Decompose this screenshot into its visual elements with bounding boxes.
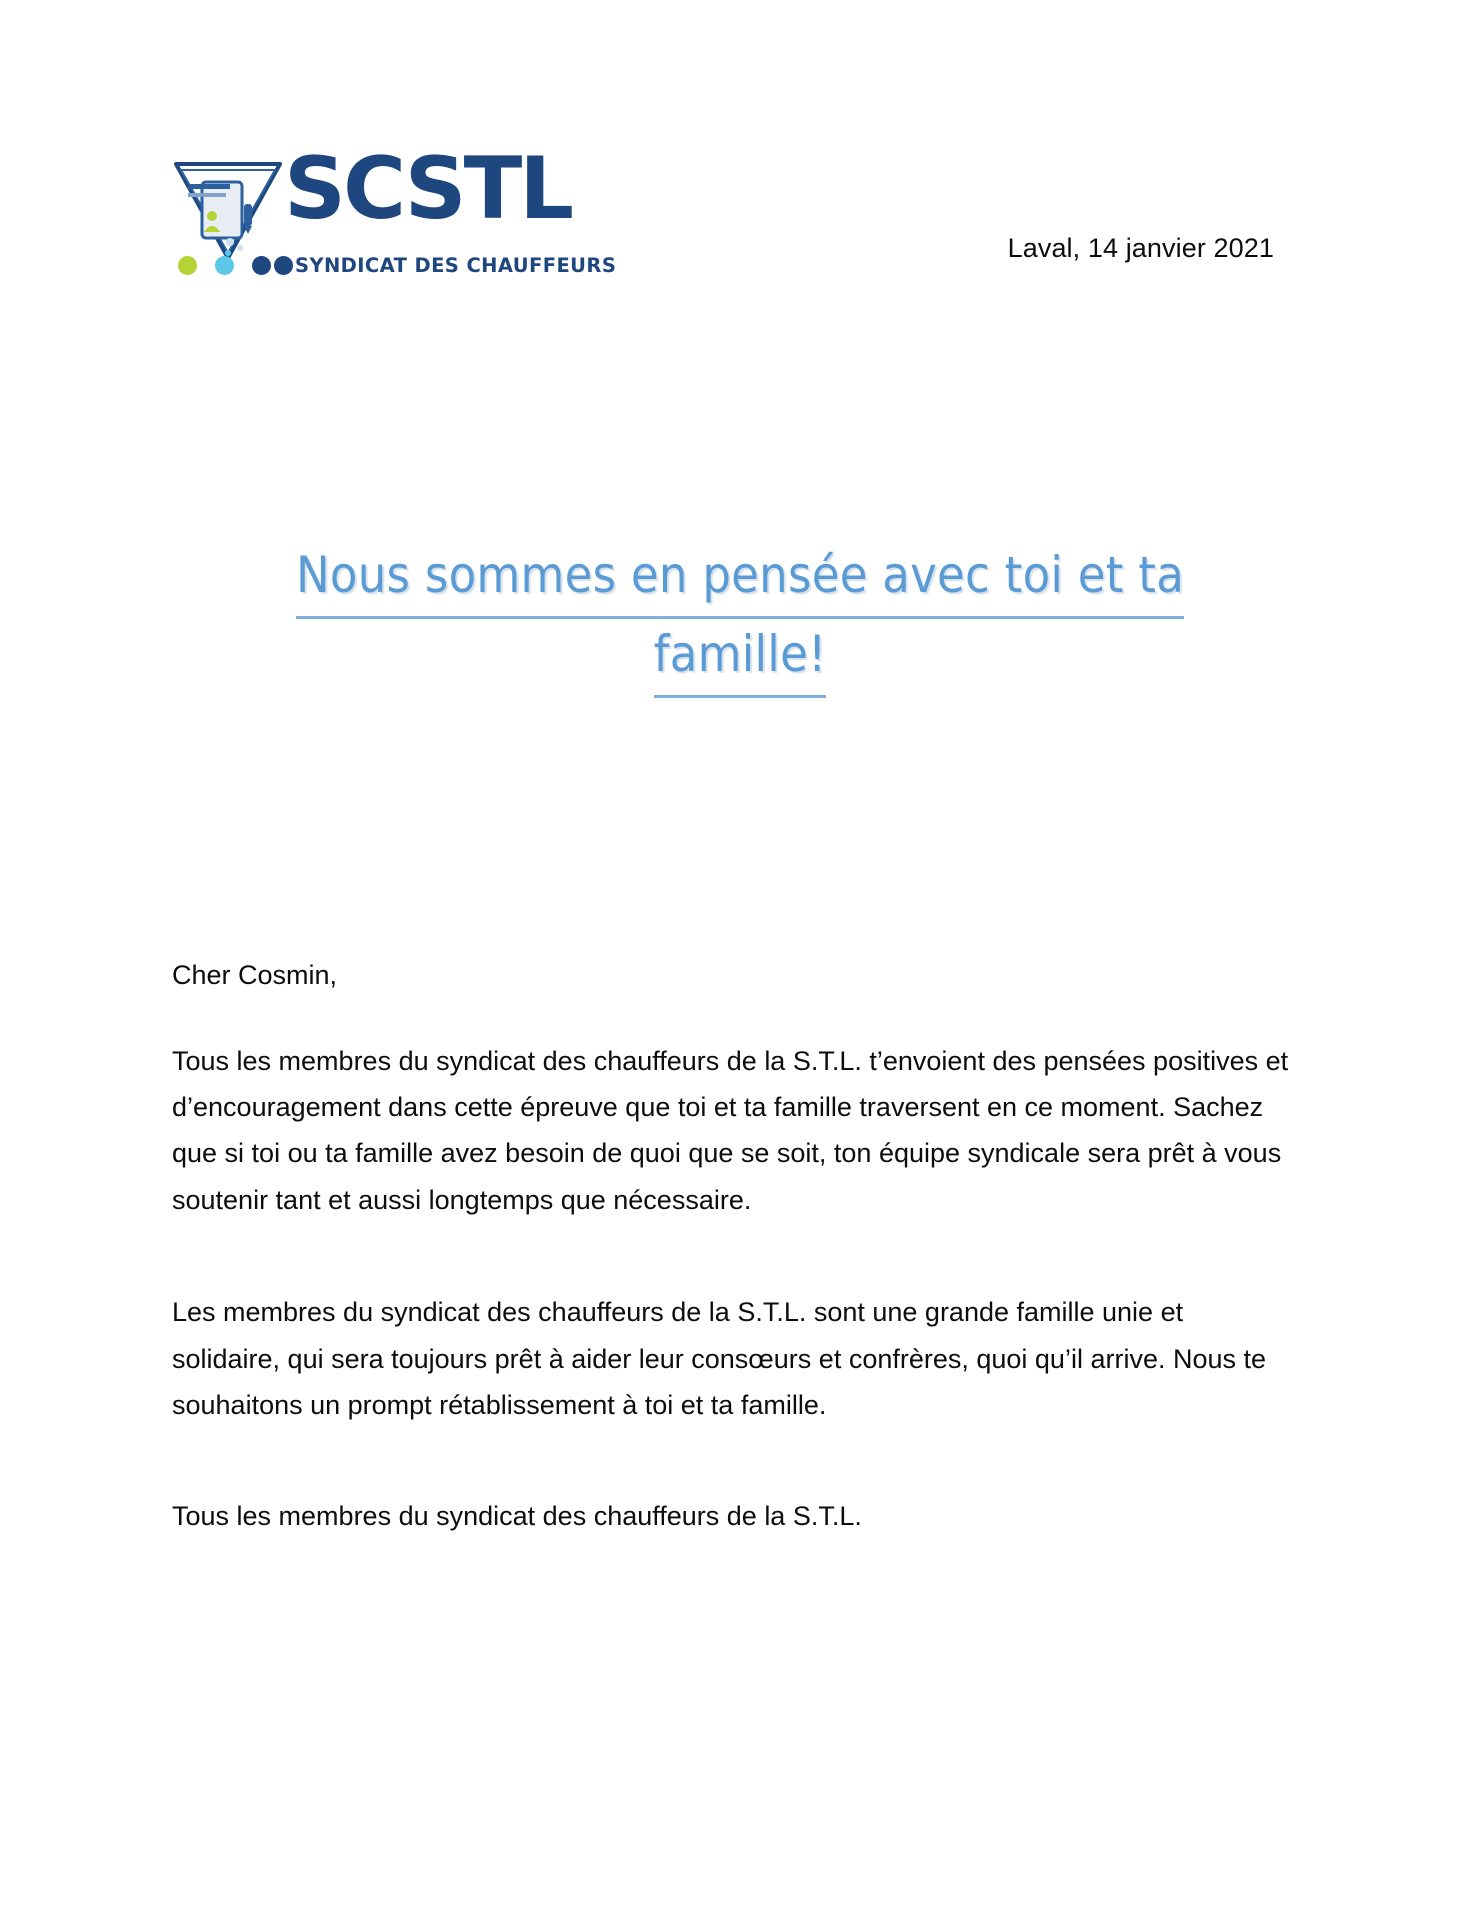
scstl-logo [168,139,617,300]
letter-paragraph-2: Les membres du syndicat des chauffeurs de la S.T.L. sont une grande famille unie et solidaire, qui sera toujours prêt à aider leur consœurs et confrères, quoi qu’il arrive. Nous te souhaitons un prompt rétablissement à toi et ta famille. [172,1297,1267,1421]
letter-closing: Tous les membres du syndicat des chauffeurs de la S.T.L. [172,1500,862,1531]
page-title-line-1: Nous sommes en pensée avec toi et ta [170,540,1310,619]
logo-dot-cyan-icon [215,256,234,275]
scstl-wordmark: SCSTL [284,139,572,239]
letter-paragraph-1: Tous les membres du syndicat des chauffeurs de la S.T.L. t’envoient des pensées positives et d’encouragement dans cette épreuve que toi et ta famille traversent en ce moment. Sachez que si toi ou ta famille avez besoin de quoi que se soit, ton équipe syndicale sera prêt à vous soutenir tant et aussi longtemps que nécessaire. [172,1045,1289,1215]
logo-dot-navy-1-icon [252,256,271,275]
logo-tagline-row [178,252,616,278]
letter-salutation: Cher Cosmin, [172,960,338,990]
letterhead-header [0,140,1484,310]
logo-dot-green-icon [178,256,197,275]
letter-body [172,955,1312,1538]
logo-tagline-text: SYNDICAT DES CHAUFFEURS [295,253,617,277]
page-title-line-2: famille! [170,619,1310,698]
page-title [170,540,1310,698]
document-title-block [170,540,1310,698]
logo-dot-navy-2-icon [274,256,293,275]
scstl-funnel-logo-icon [168,154,288,266]
letter-date: Laval, 14 janvier 2021 [1007,233,1274,263]
